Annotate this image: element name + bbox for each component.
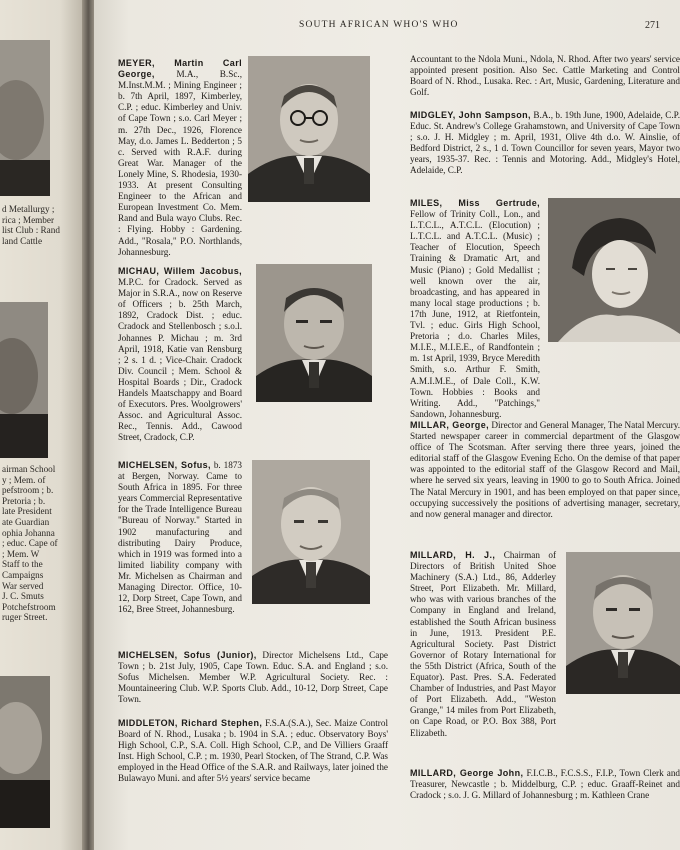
entry-text: F.S.A.(S.A.), Sec. Maize Control Board of N. Rhod., Lusaka ; b. 1904 in S.A. ; educ. Observatory Boys' High School, C.P., S.A. Coll. High School, C.P., and De Villiers Graaff Inst. High School, C.P. ; m. 1930, Pearl Stocken, of The Strand, C.P. Was employed in the Head Office of the S.A.R. and Railways, later joined the Bulawayo Muni. and after 5½ years' service became bbox=[118, 718, 389, 784]
left-portrait-3 bbox=[0, 676, 50, 828]
left-page-text-block-1: d Metallurgy ; rica ; Member list Club : Rand land Cattle bbox=[2, 204, 60, 246]
entry-text: b. 1873 at Bergen, Norway. Came to South Africa in 1895. For three years Commercial Representative for the Trade Intelligence Bureau "Bureau of Norway." Started in 1902 manufacturing and distributing Dairy Produce, which in 1919 was formed into a limited liability company with Mr. Michelsen as Chairman and Managing Director. Office, 10-12, Dorp Street, Cape Town, and 162, Bree Street, Johannesburg. bbox=[118, 460, 242, 615]
entry-text: M.P.C. for Cradock. Served as Major in S.R.A., now on Reserve of Officers ; b. 25th March, 1892, Cradock Dist. ; educ. Cradock and Stellenbosch ; s.o.l. Johannes P. Michau ; m. 3rd April, 1918, Katie van Rensburg ; 2 s. 1 d. ; Vice-Chair. Cradock Div. Council ; Mem. School & Hospital Boards ; Dir., Cradock Handels Maatschappy and Board of Executors. Pres. Woolgrowers' Assoc. and Agricultural Assoc. Rec., Tennis. Add., Cawood Street, Cradock, C.P. bbox=[118, 277, 242, 443]
portrait-michau bbox=[256, 264, 372, 402]
entry-text: F.I.C.B., F.C.S.S., F.I.P., Town Clerk and Treasurer, Newcastle ; b. Middelburg, C.P. ; educ. Graaff-Reinet and Cradock ; s.o. J. G. Millard of Johannesburg ; m. Kathleen Crane bbox=[410, 768, 680, 801]
entry-millard-george bbox=[410, 768, 680, 801]
entry-name: MEYER, Martin Carl George, bbox=[118, 58, 242, 80]
entry-name: MILLAR, George, bbox=[410, 420, 490, 430]
entry-text: M.A., B.Sc., M.Inst.M.M. ; Mining Engineer ; b. 7th April, 1897, Kimberley, C.P. ; educ. Kimberley and Univ. of Cape Town ; s.o. Carl Meyer ; m. 27th Dec., 1926, Florence May, d.o. James L. Bedderton ; 5 c. Served with R.A.F. during Great War. Manager of the Lonely Mine, S. Rhodesia, 1930-1933. At present Consulting Engineer to the African and European Investment Co. Mem. Rand and Bula wayo Clubs. Rec. : Flying. Hobby : Gardening. Add., "Rosala," P.O. Northlands, Johannesburg. bbox=[118, 69, 242, 257]
entry-name: MIDGLEY, John Sampson, bbox=[410, 110, 531, 120]
portrait-meyer bbox=[248, 56, 370, 202]
entry-text: Chairman of Directors of British United Shoe Machinery (S.A.) Ltd., 86, Adderley Street, Port Elizabeth. Mr. Millard, who was with various branches of the Company in England and Ireland, established the South African business in June, 1913. President P.E. Agricultural Society. Past District Governor of Rotary International for the 55th District (Africa, South of the Equator). Past. Pres. S.A. Federated Chamber of Industries, and Past Mayor of Port Elizabeth. Add., "Weston Grange," 14 miles from Port Elizabeth, on Cape Road, or P.O. Box 388, Port Elizabeth. bbox=[410, 550, 557, 738]
entry-name: MILES, Miss Gertrude, bbox=[410, 198, 540, 208]
entry-text: Director and General Manager, The Natal Mercury. Started newspaper career in commercial department of the Glasgow office of The Scotsman. After serving there three years, joined the editorial staff of the Glasgow Evening Echo. On the demise of that paper was appointed to the editorial staff of the Glasgow Record and Mail, where he served six years, leaving in 1900 to go to South Africa. Joined The Natal Mercury in 1901, and has been employed on that paper since, occupying successively the positions of advertising manager, secretary, and now general manager and director. bbox=[410, 420, 680, 519]
running-head: SOUTH AFRICAN WHO'S WHO bbox=[299, 20, 459, 30]
entry-middleton bbox=[118, 718, 388, 785]
entry-middleton-continued: Accountant to the Ndola Muni., Ndola, N. Rhod. After two years' service appointed present position. Also Sec. Cattle Marketing and Control Board of N. Rhod., Lusaka. Rec. : Art, Music, Gardening, Literature and Golf. bbox=[410, 54, 680, 98]
portrait-miles bbox=[548, 198, 680, 342]
entry-michelsen bbox=[118, 460, 242, 615]
left-page-text-block-2: airman School y ; Mem. of pefstroom ; b. Pretoria ; b. late President ate Guardian ophia Johanna ; educ. Cape of ; Mem. W Staff to the Campaigns War served J. C. Smuts Potchefstroom ruger Street. bbox=[2, 464, 58, 623]
left-portrait-2 bbox=[0, 302, 48, 458]
entry-miles bbox=[410, 198, 540, 420]
entry-millar bbox=[410, 420, 680, 520]
entry-millard bbox=[410, 550, 556, 739]
right-page bbox=[94, 0, 680, 850]
entry-name: MICHELSEN, Sofus, bbox=[118, 460, 211, 470]
entry-name: MICHELSEN, Sofus (Junior), bbox=[118, 650, 257, 660]
entry-meyer bbox=[118, 58, 242, 258]
portrait-michelsen bbox=[252, 460, 370, 604]
left-page bbox=[0, 0, 86, 850]
entry-name: MILLARD, George John, bbox=[410, 768, 524, 778]
entry-name: MIDDLETON, Richard Stephen, bbox=[118, 718, 263, 728]
entry-michau bbox=[118, 266, 242, 444]
portrait-millard bbox=[566, 552, 680, 694]
entry-text: B.A., b. 19th June, 1900, Adelaide, C.P. Educ. St. Andrew's College Grahamstown, and University of Cape Town ; s.o. J. H. Midgley ; m. April, 1931, Olive 4th d.o. W. Ainslie, of Bedford District, 2 s., 1 d. Town Councillor for seven years, Mayor two years, 1935-37. Rec. : Tennis and Motoring. Add., Midgley's Hotel, Adelaide, C.P. bbox=[410, 110, 680, 176]
entry-text: Fellow of Trinity Coll., Lon., and L.T.C.L., A.T.C.L. (Elocution) ; L.T.C.L. and A.T.C.L. (Music) ; Teacher of Elocution, Speech Training & Dramatic Art, and Music (Piano) ; Gold Medallist ; well known over the air, broadcasting, and has appeared in many local stage productions ; b. 17th June, 1912, at Rietfontein, Tvl. ; educ. Girls High School, Pretoria ; d.o. Charles Miles, M.I.E., M.I.E.E., of Randfontein ; m. 1st April, 1939, Bryce Meredith Smith, s.o. Arthur F. Smith, A.M.I.M.E., of Dale Coll., K.W. Town. Hobbies : Books and Writing. Add., "Patchings," Sandown, Johannesburg. bbox=[410, 209, 540, 419]
entry-name: MICHAU, Willem Jacobus, bbox=[118, 266, 242, 276]
entry-name: MILLARD, H. J., bbox=[410, 550, 496, 560]
entry-michelsen-junior bbox=[118, 650, 388, 705]
page-number: 271 bbox=[645, 20, 660, 31]
entry-text: Director Michelsens Ltd., Cape Town ; b. 21st July, 1905, Cape Town. Educ. S.A. and England ; s.o. Sofus Michelsen. Member W.P. Agricultural Society. Rec. : Mountaineering Club. W.P. Sports Club. Add., 10-12, Dorp Street, Cape Town. bbox=[118, 650, 388, 705]
left-portrait-1 bbox=[0, 40, 50, 196]
entry-midgley bbox=[410, 110, 680, 177]
